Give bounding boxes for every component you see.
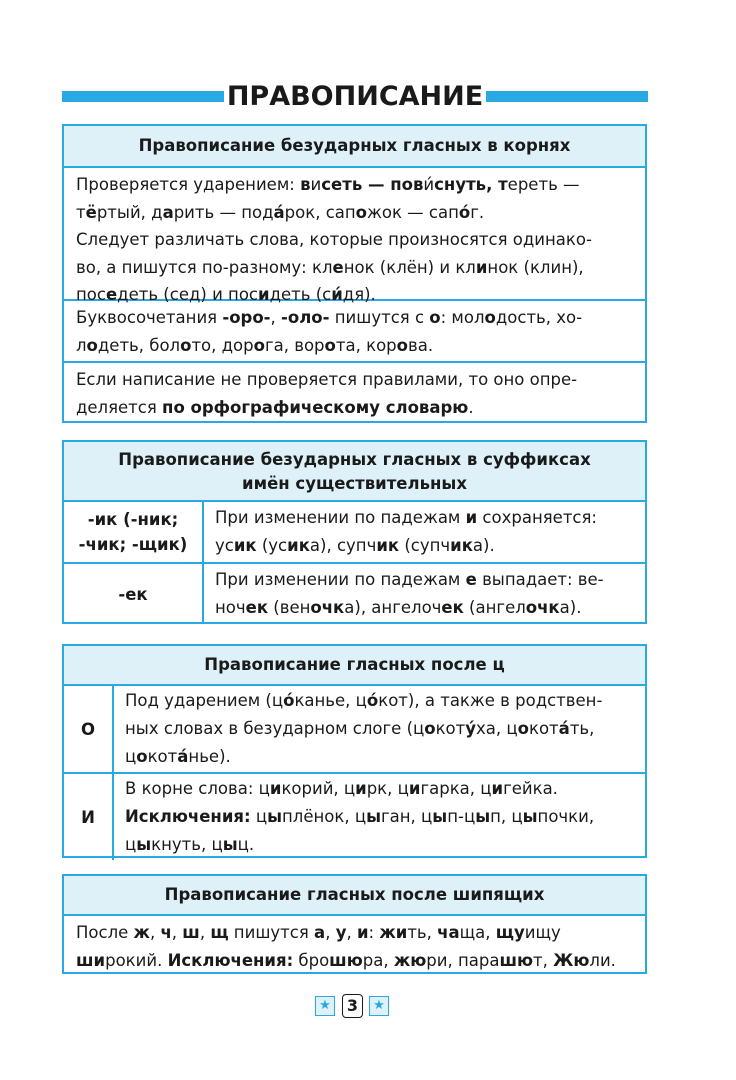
star-icon: ★ [369, 996, 389, 1016]
suffix-label [64, 502, 204, 562]
box-title-line: имён существительных [242, 474, 467, 493]
suffix-label: -ек [64, 564, 204, 624]
rule-line: В корне слова: цикорий, цирк, цигарка, цигейка. [125, 779, 558, 798]
suffix-row-ek [64, 562, 645, 624]
star-icon: ★ [315, 996, 335, 1016]
vowel-rule [114, 686, 645, 772]
rule-line: деляется по орфографическому словарю. [76, 397, 474, 417]
vowel-label: О [64, 686, 114, 772]
page-title: ПРАВОПИСАНИЕ [226, 81, 484, 112]
title-decor-bar-left [62, 91, 224, 102]
rule-line: Если написание не проверяется правилами, то оно опре- [76, 370, 578, 389]
rule-line: во, а пишутся по-разному: кленок (клён) и клинок (клин), [76, 257, 584, 277]
vowel-row-i [64, 772, 645, 860]
rule-line: Буквосочетания -оро-, -оло- пишутся с о: молодость, хо- [76, 308, 583, 327]
page-number-footer [315, 994, 389, 1018]
rule-line: После ж, ч, ш, щ пишутся а, у, и: жить, чаща, щуищу [76, 923, 561, 942]
rule-line: ночек (веночка), ангелочек (ангелочка). [215, 598, 582, 617]
suffix-rule [204, 502, 645, 562]
rule-line: поседеть (сед) и посидеть (си́дя). [76, 285, 376, 304]
rule-section-stress-check [64, 168, 645, 304]
vowel-row-o [64, 686, 645, 772]
box-title [64, 442, 645, 502]
rule-section-oro-olo [64, 299, 645, 361]
rule-line: цыкнуть, цыц. [125, 835, 255, 854]
rule-box-noun-suffixes [62, 440, 647, 624]
rule-line: При изменении по падежам е выпадает: ве- [215, 570, 604, 589]
rule-line: При изменении по падежам и сохраняется: [215, 508, 597, 527]
vowel-rule [114, 774, 645, 860]
box-title-line: Правописание безударных гласных в суффиксах [118, 450, 591, 469]
rule-line: ных словах в безударном слоге (цокоту́ха, цокота́ть, [125, 719, 595, 738]
rule-line: Проверяется ударением: висеть — пови́снуть, тереть — [76, 175, 580, 194]
rule-section-sibilants [64, 916, 645, 974]
title-decor-bar-right [486, 91, 648, 102]
rule-line: Под ударением (цо́канье, цо́кот), а также в родствен- [125, 691, 603, 710]
rule-box-after-sibilants [62, 874, 647, 974]
rule-line: Следует различать слова, которые произносятся одинако- [76, 230, 592, 249]
suffix-rule [204, 564, 645, 624]
rule-line: тёртый, дарить — пода́рок, сапожок — сапо́г. [76, 202, 485, 222]
rule-box-after-ts [62, 644, 647, 858]
page-title-row [62, 78, 648, 118]
box-title: Правописание гласных после шипящих [64, 876, 645, 916]
suffix-row-ik [64, 502, 645, 562]
rule-section-dictionary [64, 361, 645, 423]
page-number: 3 [342, 994, 363, 1018]
rule-line: широкий. Исключения: брошюра, жюри, парашют, Жюли. [76, 950, 616, 970]
vowel-label: И [64, 774, 114, 860]
rule-line: лодеть, болото, дорога, ворота, корова. [76, 335, 434, 355]
box-title: Правописание безударных гласных в корнях [64, 126, 645, 168]
suffix-label-line: -чик; -щик) [78, 535, 188, 554]
box-title: Правописание гласных после ц [64, 646, 645, 686]
rule-line: Исключения: цыплёнок, цыган, цып-цып, цыпочки, [125, 807, 595, 826]
rule-box-root-vowels [62, 124, 647, 423]
rule-line: усик (усика), супчик (супчика). [215, 536, 495, 555]
suffix-label-line: -ик (-ник; [87, 510, 179, 529]
rule-line: цокота́нье). [125, 747, 231, 766]
